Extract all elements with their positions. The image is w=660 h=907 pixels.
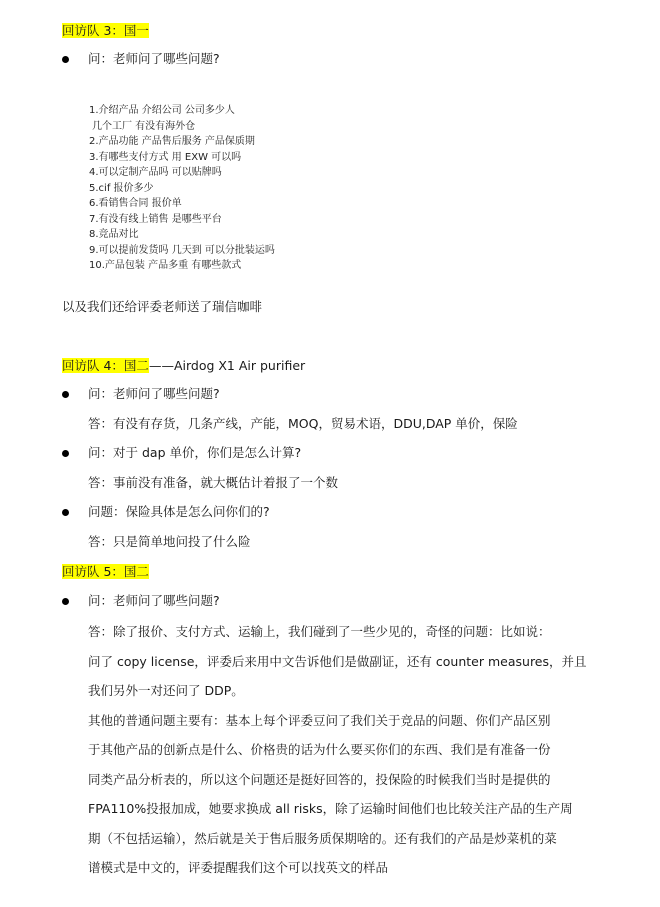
list-item: 6.看销售合同 报价单: [89, 198, 182, 209]
section3-question: 问：老师问了哪些问题?: [88, 51, 220, 66]
answer-line: 于其他产品的创新点是什么、价格贵的话为什么要买你们的东西、我们是有准备一份: [88, 742, 551, 757]
bullet-icon: [62, 509, 69, 516]
section4-heading: [62, 357, 305, 375]
list-item: 几个工厂 有没有海外仓: [92, 120, 196, 132]
section4-answer-3: 答：只是简单地问投了什么险: [88, 534, 251, 549]
list-item: 10.产品包装 产品多重 有哪些款式: [89, 260, 242, 271]
bullet-icon: [62, 450, 69, 457]
list-item: 9.可以提前发货吗 几天到 可以分批装运吗: [89, 244, 275, 256]
list-item: 7.有没有线上销售 是哪些平台: [89, 213, 222, 225]
answer-line: FPA110%投报加成，她要求换成 all risks，除了运输时间他们也比较关注产品的生产周: [88, 801, 573, 816]
list-item: 8.竞品对比: [89, 229, 139, 240]
section4-title: 回访队 4：国二: [62, 358, 149, 373]
section3-question-list: [89, 103, 275, 274]
list-item: 5.cif 报价多少: [89, 182, 154, 194]
list-item: 2.产品功能 产品售后服务 产品保质期: [89, 136, 255, 147]
section5-title: 回访队 5：国二: [62, 564, 149, 579]
section4-title-suffix: ——Airdog X1 Air purifier: [148, 358, 306, 373]
bullet-icon: [62, 56, 69, 63]
section3-heading: [62, 22, 149, 40]
section4-answer-2: 答：事前没有准备，就大概估计着报了一个数: [88, 475, 339, 490]
answer-line: 其他的普通问题主要有：基本上每个评委豆问了我们关于竞品的问题、你们产品区别: [88, 712, 551, 728]
section5-question: 问：老师问了哪些问题?: [88, 593, 220, 608]
section4-answer-1: 答：有没有存货，几条产线，产能，MOQ，贸易术语，DDU,DAP 单价，保险: [88, 416, 518, 431]
section4-question-2: 问：对于 dap 单价，你们是怎么计算?: [88, 445, 302, 460]
answer-line: 谱模式是中文的，评委提醒我们这个可以找英文的样品: [88, 860, 389, 875]
section5-heading: [62, 563, 149, 581]
answer-line: 问了 copy license，评委后来用中文告诉他们是做副证，还有 counter measures，并且: [88, 653, 587, 669]
answer-line: 同类产品分析表的，所以这个问题还是挺好回答的，投保险的时候我们当时是提供的: [88, 771, 551, 787]
bullet-icon: [62, 391, 69, 398]
answer-line: 期（不包括运输），然后就是关于售后服务质保期啥的。还有我们的产品是炒菜机的菜: [88, 830, 557, 846]
section5-answer: [88, 617, 587, 883]
section3-note: 以及我们还给评委老师送了瑞信咖啡: [62, 299, 263, 314]
list-item: 3.有哪些支付方式 用 EXW 可以吗: [89, 151, 242, 163]
answer-line: 答：除了报价、支付方式、运输上，我们碰到了一些少见的，奇怪的问题：比如说：: [88, 624, 551, 639]
bullet-icon: [62, 598, 69, 605]
list-item: 1.介绍产品 介绍公司 公司多少人: [89, 105, 235, 116]
list-item: 4.可以定制产品吗 可以贴牌吗: [89, 167, 222, 178]
section3-title: 回访队 3：国一: [62, 23, 149, 38]
section4-question-3: 问题：保险具体是怎么问你们的?: [88, 504, 270, 519]
section4-question-1: 问：老师问了哪些问题?: [88, 386, 220, 401]
answer-line: 我们另外一对还问了 DDP。: [88, 683, 244, 698]
